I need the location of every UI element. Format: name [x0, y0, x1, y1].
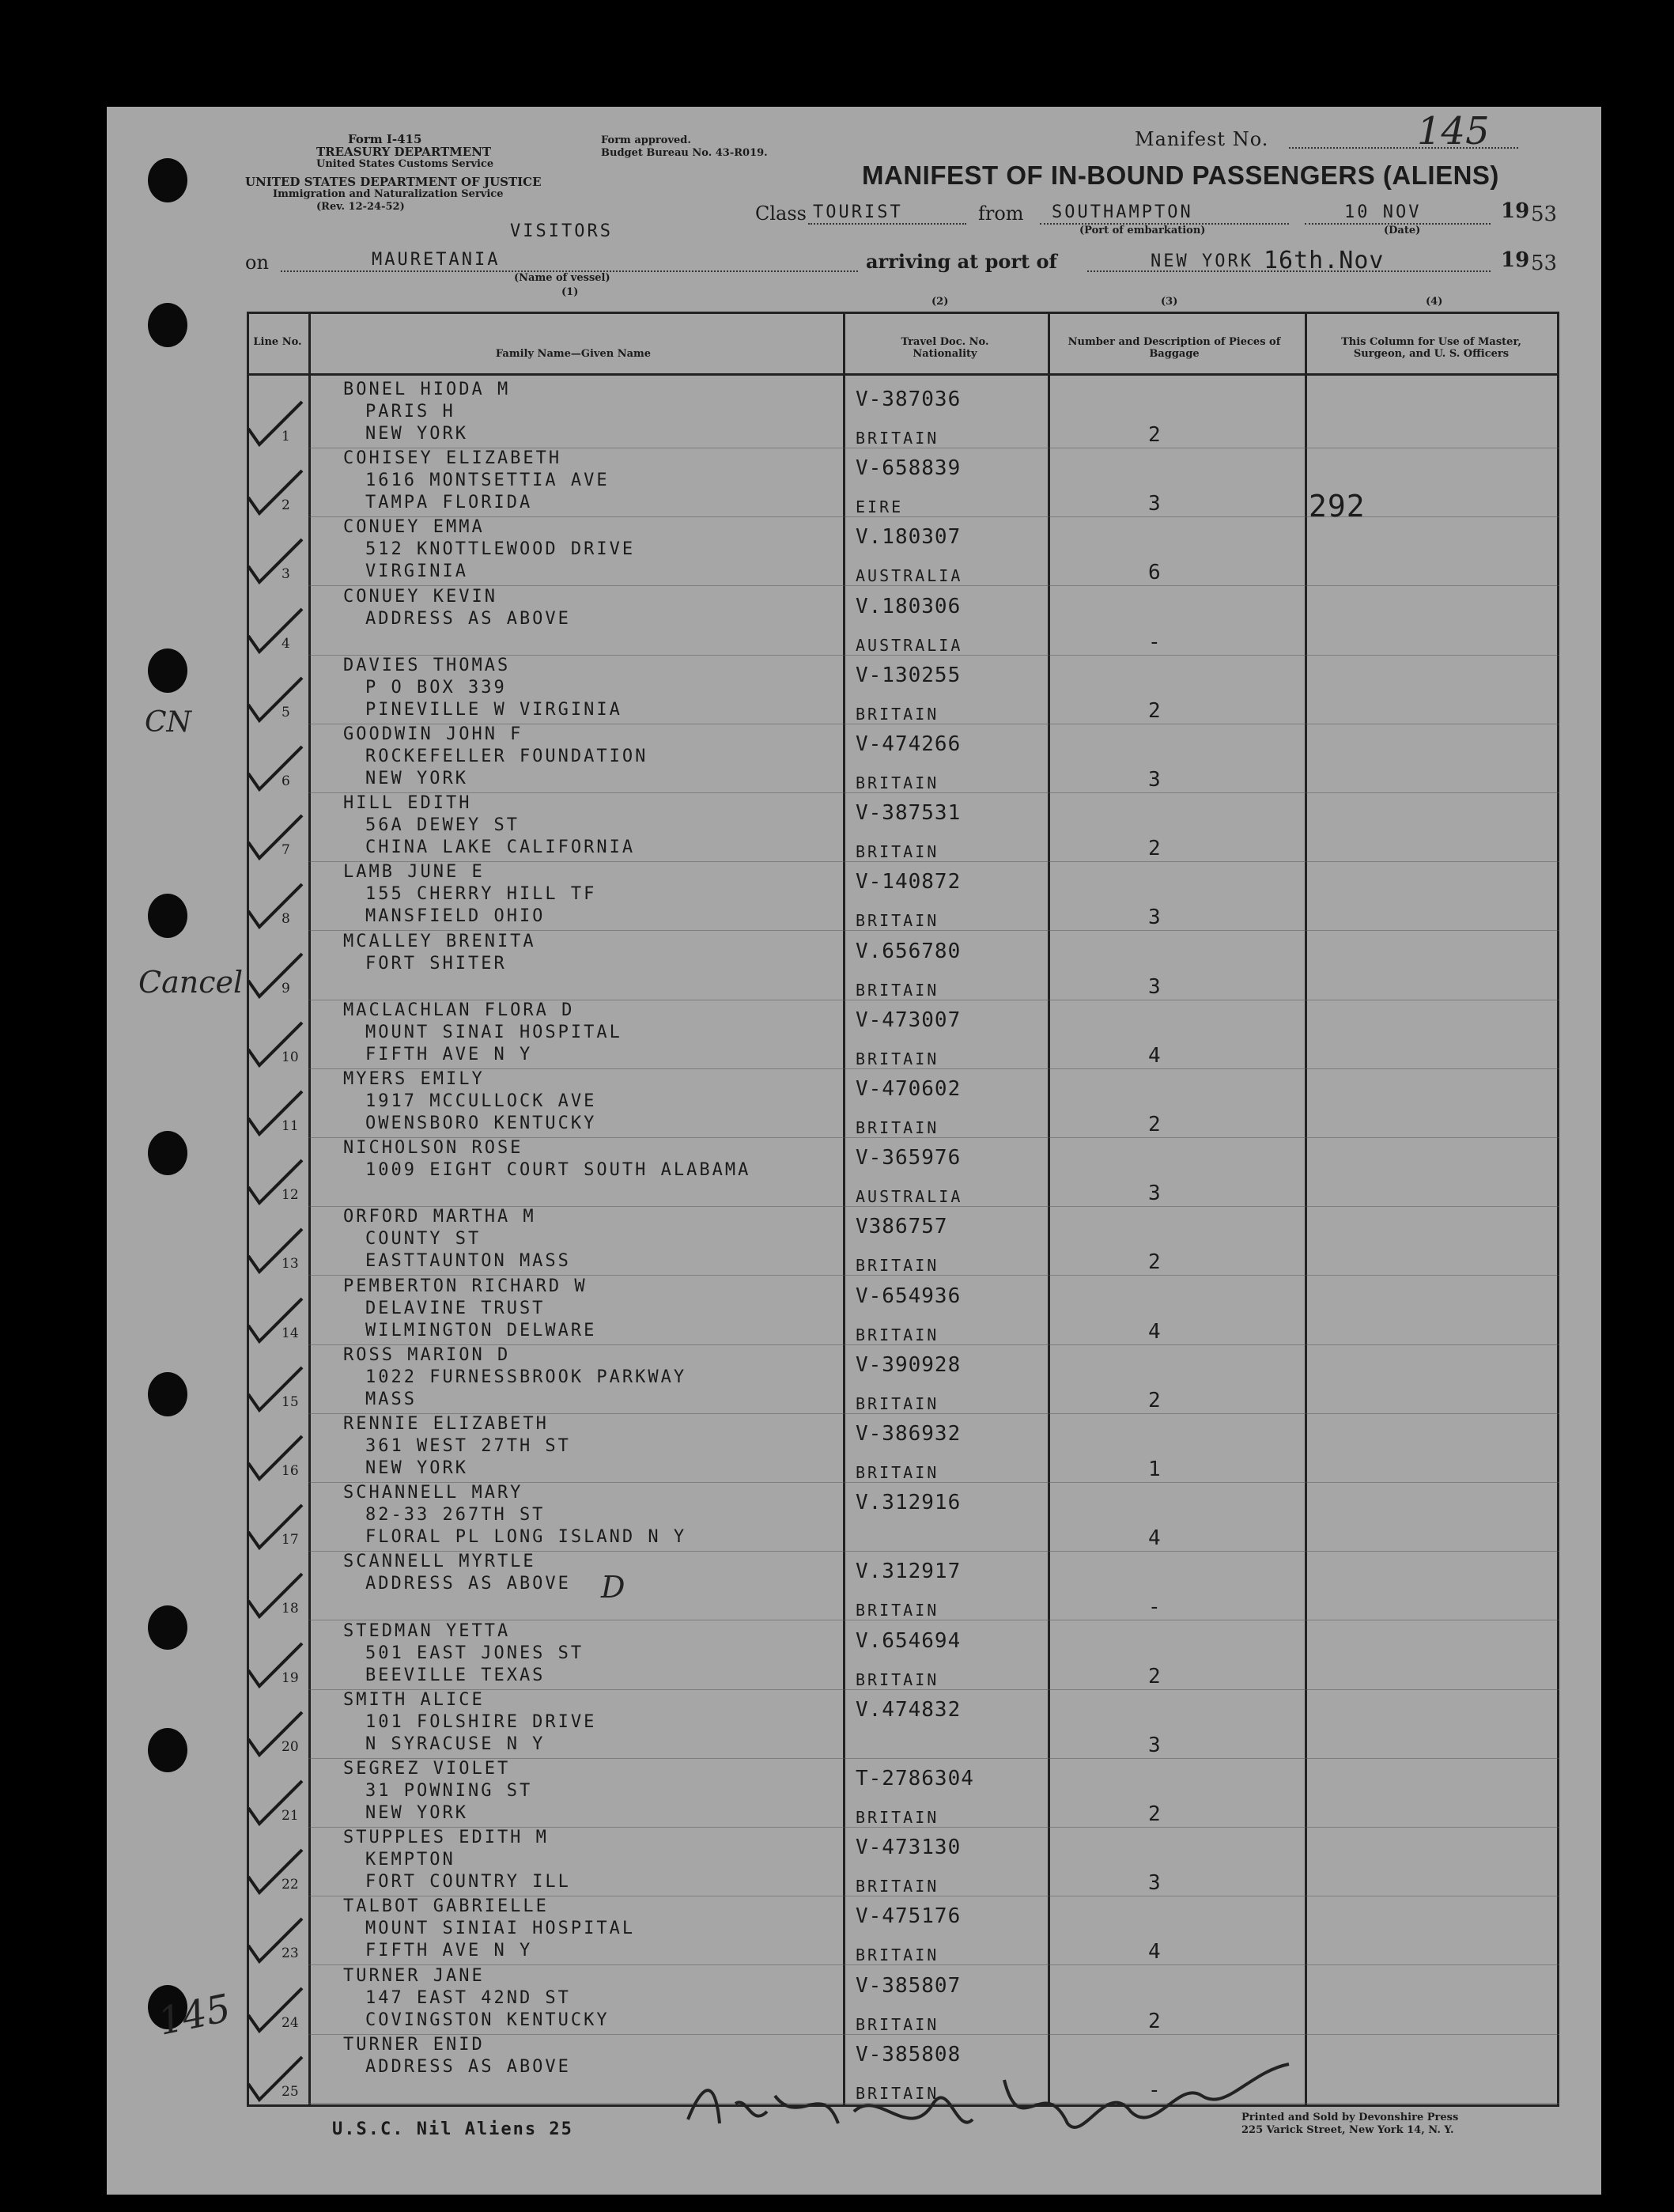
nationality: BRITAIN — [856, 842, 939, 862]
nationality: BRITAIN — [856, 1463, 939, 1482]
address-line-2: NEW YORK — [365, 1803, 468, 1823]
address-line-1: 101 FOLSHIRE DRIVE — [365, 1711, 597, 1732]
passenger-name: STEDMAN YETTA — [343, 1620, 511, 1641]
checkmark-icon — [242, 740, 305, 796]
travel-doc-number: V-654936 — [856, 1284, 962, 1308]
address-line-2: MANSFIELD OHIO — [365, 906, 546, 927]
baggage-count: 4 — [1148, 1940, 1161, 1964]
address-line-2: COVINGSTON KENTUCKY — [365, 2010, 610, 2030]
address-line-2: NEW YORK — [365, 1458, 468, 1478]
address-line-1: PARIS H — [365, 402, 455, 422]
travel-doc-number: V.656780 — [856, 939, 962, 963]
passenger-name: COHISEY ELIZABETH — [343, 448, 562, 469]
address-line-2: BEEVILLE TEXAS — [365, 1665, 546, 1685]
checkmark-icon — [242, 533, 305, 588]
line-number: 12 — [282, 1187, 299, 1204]
table-row — [247, 793, 1559, 863]
passenger-name: SEGREZ VIOLET — [343, 1759, 511, 1779]
passenger-name: TURNER JANE — [343, 1965, 485, 1986]
passenger-name: SCANNELL MYRTLE — [343, 1552, 536, 1572]
binder-hole — [148, 158, 187, 202]
address-line-1: MOUNT SINAI HOSPITAL — [365, 1022, 622, 1042]
address-line-2: NEW YORK — [365, 769, 468, 788]
address-line-2: FORT COUNTRY ILL — [365, 1872, 571, 1892]
address-line-1: KEMPTON — [365, 1850, 455, 1870]
address-line-1: 147 EAST 42ND ST — [365, 1987, 571, 2008]
checkmark-icon — [242, 1567, 305, 1623]
travel-doc-number: V-385807 — [856, 1973, 962, 1998]
col-head-baggage: Number and Description of Pieces of Baggage — [1068, 336, 1281, 360]
address-line-1: ADDRESS AS ABOVE — [365, 1574, 571, 1594]
nationality: BRITAIN — [856, 773, 939, 792]
table-row — [247, 1414, 1559, 1484]
from-label: from — [978, 202, 1024, 225]
baggage-count: 3 — [1148, 1871, 1161, 1896]
baggage-count: 3 — [1148, 768, 1161, 792]
baggage-count: 2 — [1148, 2009, 1161, 2033]
address-line-1: 361 WEST 27TH ST — [365, 1436, 571, 1456]
address-line-1: 155 CHERRY HILL TF — [365, 884, 597, 905]
nationality: BRITAIN — [856, 1945, 939, 1965]
baggage-count: 2 — [1148, 1250, 1161, 1275]
line-number: 23 — [282, 1945, 299, 1962]
passenger-name: SMITH ALICE — [343, 1689, 485, 1710]
table-row — [247, 1690, 1559, 1760]
margin-note-cancel: Cancel — [138, 965, 244, 1000]
date-note: (Date) — [1384, 225, 1421, 236]
nationality: BRITAIN — [856, 1393, 939, 1413]
address-line-2: CHINA LAKE CALIFORNIA — [365, 838, 636, 858]
address-line-1: 56A DEWEY ST — [365, 815, 520, 836]
nationality: BRITAIN — [856, 1669, 939, 1689]
address-line-2: FIFTH AVE N Y — [365, 1941, 533, 1961]
arrival-line — [1087, 270, 1491, 272]
baggage-count: 2 — [1148, 837, 1161, 861]
col-head-name: Family Name—Given Name — [495, 348, 652, 360]
passenger-name: LAMB JUNE E — [343, 862, 485, 883]
address-line-1: FORT SHITER — [365, 953, 507, 974]
table-row — [247, 1828, 1559, 1897]
checkmark-icon — [242, 1361, 305, 1416]
travel-doc-number: V-658839 — [856, 456, 962, 481]
travel-doc-number: V-390928 — [856, 1352, 962, 1377]
nationality: BRITAIN — [856, 1049, 939, 1068]
line-number: 5 — [282, 704, 290, 720]
header-rule — [247, 373, 1559, 376]
passenger-name: TALBOT GABRIELLE — [343, 1896, 549, 1917]
address-line-2: FLORAL PL LONG ISLAND N Y — [365, 1527, 687, 1548]
col-head-line: Line No. — [253, 336, 302, 348]
table-row — [247, 1966, 1559, 2036]
address-line-1: 1009 EIGHT COURT SOUTH ALABAMA — [365, 1160, 751, 1181]
address-line-1: 1917 MCCULLOCK AVE — [365, 1091, 597, 1111]
checkmark-icon — [242, 1775, 305, 1830]
checkmark-icon — [242, 878, 305, 933]
nationality: BRITAIN — [856, 429, 939, 448]
nationality: EIRE — [856, 497, 904, 517]
travel-doc-number: T-2786304 — [856, 1767, 974, 1790]
officer-note: 292 — [1309, 489, 1366, 524]
nationality: BRITAIN — [856, 980, 939, 1000]
form-number: Form I-415 — [348, 132, 422, 146]
checkmark-icon — [242, 947, 305, 1003]
nationality: BRITAIN — [856, 1118, 939, 1137]
passenger-name: MACLACHLAN FLORA D — [343, 1000, 575, 1020]
travel-doc-number: V386757 — [856, 1215, 948, 1239]
address-line-1: ADDRESS AS ABOVE — [365, 608, 571, 629]
checkmark-icon — [242, 2051, 305, 2106]
nationality: BRITAIN — [856, 1601, 939, 1620]
binder-hole — [148, 894, 187, 938]
margin-note-145: 145 — [154, 1986, 235, 2044]
date-value: 10 NOV — [1344, 202, 1422, 222]
address-line-2: WILMINGTON DELWARE — [365, 1320, 597, 1340]
binder-hole — [148, 1728, 187, 1772]
passenger-name: DAVIES THOMAS — [343, 655, 511, 675]
table-row — [247, 1483, 1559, 1552]
line-number: 17 — [282, 1532, 299, 1548]
table-row — [247, 656, 1559, 725]
address-line-1: ADDRESS AS ABOVE — [365, 2056, 571, 2077]
address-line-1: 501 EAST JONES ST — [365, 1643, 584, 1663]
address-line-1: COUNTY ST — [365, 1229, 482, 1250]
address-line-1: DELAVINE TRUST — [365, 1298, 546, 1318]
address-line-1: ROCKEFELLER FOUNDATION — [365, 747, 648, 766]
line-number: 24 — [282, 2014, 299, 2031]
baggage-count: - — [1148, 2078, 1161, 2102]
justice-dept: UNITED STATES DEPARTMENT OF JUSTICE — [245, 175, 542, 189]
line-number: 18 — [282, 1601, 299, 1617]
table-row — [247, 932, 1559, 1001]
baggage-count: 4 — [1148, 1319, 1161, 1344]
baggage-count: - — [1148, 1595, 1161, 1620]
address-line-1: 31 POWNING ST — [365, 1781, 533, 1801]
col-num-2: (2) — [931, 296, 949, 308]
baggage-count: 3 — [1148, 492, 1161, 516]
address-line-2: VIRGINIA — [365, 562, 468, 582]
nationality: BRITAIN — [856, 1877, 939, 1896]
baggage-count: 3 — [1148, 1182, 1161, 1206]
address-line-2: N SYRACUSE N Y — [365, 1734, 546, 1754]
margin-note-d: D — [601, 1570, 625, 1605]
year1: 19 — [1501, 199, 1530, 223]
table-row — [247, 1069, 1559, 1139]
travel-doc-number: V-130255 — [856, 663, 962, 687]
manifest-no-value: 145 — [1417, 109, 1490, 153]
checkmark-icon — [242, 1912, 305, 1968]
line-number: 3 — [282, 566, 290, 583]
checkmark-icon — [242, 1982, 305, 2037]
on-label: on — [245, 251, 269, 274]
checkmark-icon — [242, 1016, 305, 1072]
manifest-no-label: Manifest No. — [1135, 128, 1269, 150]
baggage-count: 2 — [1148, 423, 1161, 447]
nationality: BRITAIN — [856, 1256, 939, 1276]
address-line-1: 82-33 267TH ST — [365, 1505, 546, 1526]
binder-hole — [148, 303, 187, 347]
signature-scribble — [672, 2048, 1336, 2167]
arriving-port: NEW YORK — [1151, 251, 1253, 271]
checkmark-icon — [242, 1292, 305, 1348]
class-value: TOURIST — [813, 202, 903, 222]
table-row — [247, 380, 1559, 449]
checkmark-icon — [242, 671, 305, 727]
line-number: 13 — [282, 1256, 299, 1272]
class-line — [808, 223, 966, 225]
address-line-2: OWENSBORO KENTUCKY — [365, 1114, 597, 1133]
passenger-name: ORFORD MARTHA M — [343, 1207, 536, 1227]
margin-note-cn: CN — [145, 706, 192, 739]
nationality: AUSTRALIA — [856, 566, 963, 586]
page-title: MANIFEST OF IN-BOUND PASSENGERS (ALIENS) — [862, 161, 1499, 190]
from-value: SOUTHAMPTON — [1052, 202, 1193, 222]
address-line-2: FIFTH AVE N Y — [365, 1044, 533, 1064]
travel-doc-number: V.312916 — [856, 1491, 962, 1515]
checkmark-icon — [242, 1154, 305, 1209]
checkmark-icon — [242, 1499, 305, 1554]
table-row — [247, 1345, 1559, 1415]
travel-doc-number: V-385808 — [856, 2042, 962, 2066]
table-row — [247, 1138, 1559, 1208]
passenger-name: MYERS EMILY — [343, 1069, 485, 1089]
arrival-date: 16th.Nov — [1264, 247, 1385, 274]
address-line-1: 1022 FURNESSBROOK PARKWAY — [365, 1367, 687, 1387]
line-number: 9 — [282, 980, 290, 996]
baggage-count: 3 — [1148, 974, 1161, 999]
baggage-count: - — [1148, 630, 1161, 654]
checkmark-icon — [242, 603, 305, 658]
nationality: AUSTRALIA — [856, 1187, 963, 1207]
passenger-name: HILL EDITH — [343, 793, 472, 814]
passenger-name: CONUEY EMMA — [343, 517, 485, 538]
passenger-name: RENNIE ELIZABETH — [343, 1414, 549, 1434]
table-row — [247, 862, 1559, 932]
nationality: BRITAIN — [856, 2014, 939, 2034]
checkmark-icon — [242, 1085, 305, 1140]
travel-doc-number: V-470602 — [856, 1077, 962, 1101]
year2-suffix: 53 — [1531, 251, 1558, 275]
passenger-name: CONUEY KEVIN — [343, 586, 497, 607]
line-number: 7 — [282, 842, 290, 859]
customs-service: United States Customs Service — [316, 158, 494, 170]
travel-doc-number: V-365976 — [856, 1146, 962, 1170]
travel-doc-number: V.474832 — [856, 1697, 962, 1722]
line-number: 8 — [282, 911, 290, 928]
line-number: 1 — [282, 429, 290, 444]
baggage-count: 3 — [1148, 1733, 1161, 1757]
baggage-count: 2 — [1148, 1388, 1161, 1412]
passenger-name: BONEL HIODA M — [343, 380, 511, 399]
footer-aliens: U.S.C. Nil Aliens 25 — [332, 2119, 573, 2139]
travel-doc-number: V.312917 — [856, 1560, 962, 1584]
table-row — [247, 1000, 1559, 1070]
col-num-4: (4) — [1426, 296, 1443, 308]
checkmark-icon — [242, 1430, 305, 1485]
line-number: 2 — [282, 497, 290, 514]
table-row — [247, 587, 1559, 656]
revision: (Rev. 12-24-52) — [316, 201, 405, 213]
baggage-count: 1 — [1148, 1458, 1161, 1481]
nationality: BRITAIN — [856, 911, 939, 931]
table-row — [247, 1896, 1559, 1966]
travel-doc-number: V-386932 — [856, 1422, 962, 1446]
nationality: BRITAIN — [856, 1808, 939, 1827]
passenger-name: ROSS MARION D — [343, 1344, 511, 1365]
year1-suffix: 53 — [1531, 202, 1558, 226]
travel-doc-number: V.654694 — [856, 1628, 962, 1653]
travel-doc-number: V-473130 — [856, 1836, 962, 1860]
address-line-1: P O BOX 339 — [365, 677, 507, 698]
line-number: 16 — [282, 1463, 299, 1479]
nationality: BRITAIN — [856, 1325, 939, 1344]
address-line-1: 1616 MONTSETTIA AVE — [365, 471, 610, 491]
line-number: 15 — [282, 1393, 299, 1410]
address-line-1: MOUNT SINIAI HOSPITAL — [365, 1919, 636, 1939]
baggage-count: 3 — [1148, 906, 1161, 930]
address-line-2: TAMPA FLORIDA — [365, 493, 533, 513]
printer-address: 225 Varick Street, New York 14, N. Y. — [1241, 2124, 1454, 2136]
table-row — [247, 1621, 1559, 1691]
passenger-name: GOODWIN JOHN F — [343, 724, 523, 744]
line-number: 11 — [282, 1118, 299, 1134]
passenger-name: STUPPLES EDITH M — [343, 1828, 549, 1848]
binder-hole — [148, 648, 187, 693]
address-line-2: EASTTAUNTON MASS — [365, 1251, 571, 1272]
col-head-officer: This Column for Use of Master, Surgeon, and U. S. Officers — [1341, 336, 1521, 360]
checkmark-icon — [242, 1843, 305, 1899]
line-number: 10 — [282, 1049, 299, 1065]
nationality: AUSTRALIA — [856, 635, 963, 655]
passenger-name: PEMBERTON RICHARD W — [343, 1276, 588, 1296]
line-number: 22 — [282, 1877, 299, 1893]
form-approved: Form approved. — [601, 134, 691, 146]
line-number: 6 — [282, 773, 290, 789]
ins-service: Immigration and Naturalization Service — [273, 188, 504, 200]
address-line-2: NEW YORK — [365, 424, 468, 444]
budget-bureau: Budget Bureau No. 43-R019. — [601, 147, 768, 159]
passenger-name: NICHOLSON ROSE — [343, 1138, 523, 1159]
baggage-count: 2 — [1148, 698, 1161, 723]
nationality: BRITAIN — [856, 704, 939, 724]
arriving-label: arriving at port of — [866, 250, 1057, 273]
line-number: 19 — [282, 1669, 299, 1686]
passenger-name: TURNER ENID — [343, 2034, 485, 2055]
vessel-note: (Name of vessel) — [514, 272, 610, 284]
vessel-name: MAURETANIA — [372, 250, 501, 270]
travel-doc-number: V.180307 — [856, 525, 962, 550]
address-line-2: PINEVILLE W VIRGINIA — [365, 699, 622, 720]
line-number: 4 — [282, 635, 290, 652]
table-row — [247, 1276, 1559, 1346]
line-number: 25 — [282, 2083, 299, 2100]
travel-doc-number: V-474266 — [856, 732, 962, 756]
binder-hole — [148, 1372, 187, 1416]
travel-doc-number: V-475176 — [856, 1904, 962, 1929]
printer-name: Printed and Sold by Devonshire Press — [1241, 2112, 1459, 2123]
line-number: 20 — [282, 1738, 299, 1755]
travel-doc-number: V-387531 — [856, 801, 962, 826]
checkmark-icon — [242, 1706, 305, 1761]
baggage-count: 2 — [1148, 1664, 1161, 1688]
line-number: 14 — [282, 1325, 299, 1341]
col-num-3: (3) — [1161, 296, 1178, 308]
checkmark-icon — [242, 809, 305, 864]
table-row — [247, 1759, 1559, 1828]
passenger-name: SCHANNELL MARY — [343, 1483, 523, 1503]
table-row — [247, 517, 1559, 587]
year2: 19 — [1501, 248, 1530, 272]
checkmark-icon — [242, 464, 305, 520]
class-label: Class — [755, 202, 807, 225]
checkmark-icon — [242, 1637, 305, 1692]
binder-hole — [148, 1605, 187, 1650]
baggage-count: 4 — [1148, 1043, 1161, 1068]
passenger-name: MCALLEY BRENITA — [343, 931, 536, 951]
baggage-count: 6 — [1148, 561, 1161, 585]
col-head-doc: Travel Doc. No. Nationality — [901, 336, 989, 360]
visitors-label: VISITORS — [510, 221, 613, 241]
table-row — [247, 724, 1559, 794]
col-num-1: (1) — [561, 286, 579, 298]
travel-doc-number: V-473007 — [856, 1008, 962, 1032]
baggage-count: 4 — [1148, 1526, 1161, 1551]
travel-doc-number: V-140872 — [856, 870, 962, 894]
nationality: BRITAIN — [856, 2083, 939, 2103]
travel-doc-number: V-387036 — [856, 388, 962, 411]
checkmark-icon — [242, 1223, 305, 1278]
binder-hole — [148, 1131, 187, 1175]
travel-doc-number: V.180306 — [856, 594, 962, 618]
table-row — [247, 1552, 1559, 1621]
address-line-1: 512 KNOTTLEWOOD DRIVE — [365, 539, 636, 560]
address-line-2: MASS — [365, 1389, 417, 1409]
table-row — [247, 1207, 1559, 1276]
treasury-dept: TREASURY DEPARTMENT — [316, 145, 492, 159]
line-number: 21 — [282, 1808, 299, 1824]
port-embark-note: (Port of embarkation) — [1079, 225, 1206, 236]
baggage-count: 2 — [1148, 1802, 1161, 1826]
baggage-count: 2 — [1148, 1113, 1161, 1136]
checkmark-icon — [242, 395, 305, 451]
